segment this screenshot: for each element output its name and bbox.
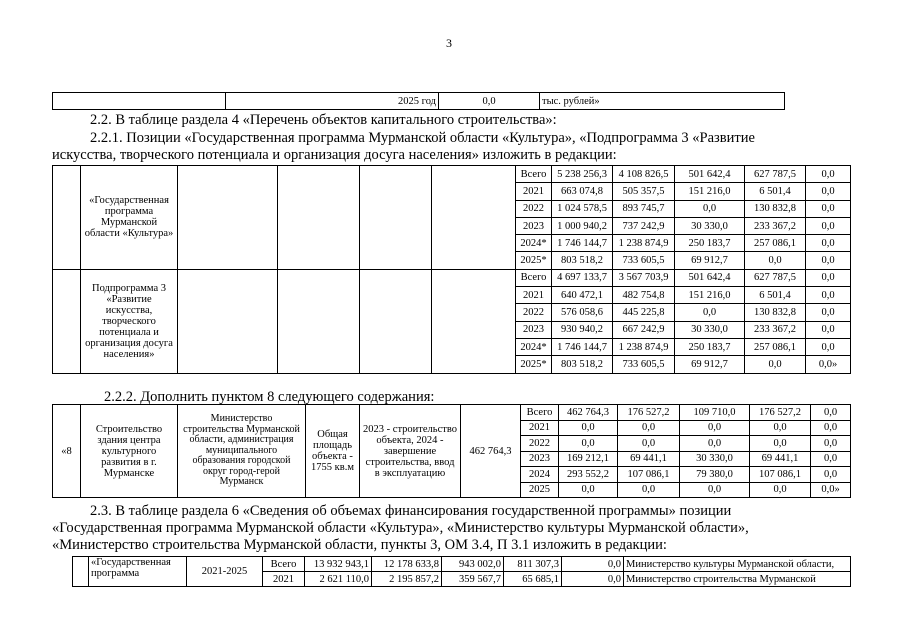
- capital-objects-table: [52, 165, 851, 374]
- value-cell: 151 216,0: [675, 287, 745, 304]
- paragraph-2-2-2: 2.2.2. Дополнить пунктом 8 следующего содержания:: [104, 389, 435, 405]
- year-cell: 2023: [516, 217, 552, 234]
- year-cell: Всего: [263, 557, 305, 572]
- value-cell: 0,0: [811, 405, 851, 421]
- value-cell: 6 501,4: [745, 287, 806, 304]
- value-cell: 0,0: [618, 436, 680, 452]
- value-cell: 5 238 256,3: [552, 166, 613, 183]
- value-cell: 627 787,5: [745, 269, 806, 286]
- top-row-unit: тыс. рублей»: [540, 93, 785, 110]
- value-cell: 1 746 144,7: [552, 338, 613, 355]
- year-cell: 2021: [521, 420, 559, 436]
- table-row: [53, 269, 851, 286]
- year-cell: 2022: [516, 200, 552, 217]
- top-row-value: 0,0: [439, 93, 540, 110]
- value-cell: 0,0: [806, 217, 851, 234]
- value-cell: 69 912,7: [675, 252, 745, 269]
- value-cell: 663 074,8: [552, 183, 613, 200]
- top-row-year: 2025 год: [226, 93, 439, 110]
- value-cell: 176 527,2: [750, 405, 811, 421]
- value-cell: 69 912,7: [675, 356, 745, 373]
- value-cell: 501 642,4: [675, 166, 745, 183]
- value-cell: 0,0: [559, 482, 618, 498]
- value-cell: 130 832,8: [745, 304, 806, 321]
- value-cell: 13 932 943,1: [305, 557, 372, 572]
- value-cell: 0,0: [806, 287, 851, 304]
- value-cell: 0,0: [618, 420, 680, 436]
- year-cell: 2021: [516, 287, 552, 304]
- value-cell: 0,0: [811, 436, 851, 452]
- construction-period: 2023 - строительство объекта, 2024 - завершение строительства, ввод в эксплуатацию: [360, 405, 461, 498]
- executor-cell: Министерство строительства Мурманской: [624, 572, 851, 587]
- value-cell: 0,0: [750, 482, 811, 498]
- year-cell: 2023: [516, 321, 552, 338]
- page-number: 3: [446, 36, 452, 50]
- value-cell: 0,0: [680, 436, 750, 452]
- program-label: «Государственная программа: [89, 557, 187, 587]
- value-cell: 0,0: [562, 572, 624, 587]
- executor-cell: Министерство культуры Мурманской области,: [624, 557, 851, 572]
- value-cell: 1 238 874,9: [613, 338, 675, 355]
- value-cell: 250 183,7: [675, 235, 745, 252]
- top-row-table: [52, 92, 785, 110]
- value-cell: 0,0: [745, 356, 806, 373]
- value-cell: 0,0: [750, 420, 811, 436]
- value-cell: 0,0: [806, 338, 851, 355]
- value-cell: 893 745,7: [613, 200, 675, 217]
- value-cell: 0,0: [750, 436, 811, 452]
- value-cell: 69 441,1: [618, 451, 680, 467]
- year-cell: Всего: [521, 405, 559, 421]
- value-cell: 1 746 144,7: [552, 235, 613, 252]
- value-cell: 2 195 857,2: [372, 572, 442, 587]
- value-cell: 107 086,1: [750, 467, 811, 483]
- year-cell: 2024: [521, 467, 559, 483]
- program-period: 2021-2025: [187, 557, 263, 587]
- paragraph-2-2: 2.2. В таблице раздела 4 «Перечень объектов капитального строительства»:: [90, 112, 557, 128]
- value-cell: 733 605,5: [613, 252, 675, 269]
- value-cell: 0,0: [806, 321, 851, 338]
- object-cost: 462 764,3: [461, 405, 521, 498]
- year-cell: 2025: [521, 482, 559, 498]
- year-cell: 2025*: [516, 252, 552, 269]
- value-cell: 445 225,8: [613, 304, 675, 321]
- value-cell: 640 472,1: [552, 287, 613, 304]
- value-cell: 0,0: [745, 252, 806, 269]
- value-cell: 30 330,0: [675, 321, 745, 338]
- value-cell: 930 940,2: [552, 321, 613, 338]
- year-cell: 2021: [516, 183, 552, 200]
- value-cell: 0,0: [806, 200, 851, 217]
- value-cell: 169 212,1: [559, 451, 618, 467]
- value-cell: 4 697 133,7: [552, 269, 613, 286]
- value-cell: 1 024 578,5: [552, 200, 613, 217]
- value-cell: 0,0: [559, 436, 618, 452]
- value-cell: 0,0: [806, 269, 851, 286]
- value-cell: 943 002,0: [442, 557, 504, 572]
- value-cell: 803 518,2: [552, 252, 613, 269]
- value-cell: 811 307,3: [504, 557, 562, 572]
- value-cell: 109 710,0: [680, 405, 750, 421]
- year-cell: 2024*: [516, 235, 552, 252]
- value-cell: 1 238 874,9: [613, 235, 675, 252]
- item-8-table: [52, 404, 851, 498]
- value-cell: 0,0: [806, 304, 851, 321]
- value-cell: 0,0: [680, 482, 750, 498]
- value-cell: 6 501,4: [745, 183, 806, 200]
- value-cell: 79 380,0: [680, 467, 750, 483]
- value-cell: 0,0»: [806, 356, 851, 373]
- table-row: [73, 557, 851, 572]
- year-cell: 2023: [521, 451, 559, 467]
- value-cell: 0,0: [680, 420, 750, 436]
- value-cell: 0,0: [675, 200, 745, 217]
- year-cell: 2022: [521, 436, 559, 452]
- paragraph-2-3-line1: 2.3. В таблице раздела 6 «Сведения об объемах финансирования государственной программы» позиции: [90, 503, 732, 519]
- year-cell: 2025*: [516, 356, 552, 373]
- value-cell: 0,0: [811, 467, 851, 483]
- value-cell: 176 527,2: [618, 405, 680, 421]
- year-cell: 2024*: [516, 338, 552, 355]
- year-cell: 2021: [263, 572, 305, 587]
- paragraph-2-3-line2: «Государственная программа Мурманской области «Культура», «Министерство культуры Мурманской области»,: [52, 520, 749, 536]
- table-row: [53, 405, 851, 421]
- value-cell: 151 216,0: [675, 183, 745, 200]
- value-cell: 257 086,1: [745, 338, 806, 355]
- value-cell: 0,0: [806, 235, 851, 252]
- value-cell: 233 367,2: [745, 321, 806, 338]
- object-name: Строительство здания центра культурного развития в г. Мурманске: [81, 405, 178, 498]
- value-cell: 130 832,8: [745, 200, 806, 217]
- table1-label: «Государственная программа Мурманской области «Культура»: [81, 166, 178, 270]
- financing-table: [72, 556, 851, 587]
- table2-label: Подпрограмма 3 «Развитие искусства, творческого потенциала и организация досуга населения»: [81, 269, 178, 373]
- value-cell: 3 567 703,9: [613, 269, 675, 286]
- value-cell: 30 330,0: [680, 451, 750, 467]
- paragraph-2-2-1-line1: 2.2.1. Позиции «Государственная программа Мурманской области «Культура», «Подпрограмма 3 «Развитие: [90, 130, 755, 146]
- item-number: «8: [53, 405, 81, 498]
- value-cell: 2 621 110,0: [305, 572, 372, 587]
- value-cell: 107 086,1: [618, 467, 680, 483]
- value-cell: 627 787,5: [745, 166, 806, 183]
- value-cell: 4 108 826,5: [613, 166, 675, 183]
- value-cell: 69 441,1: [750, 451, 811, 467]
- value-cell: 30 330,0: [675, 217, 745, 234]
- paragraph-2-2-1-line2: искусства, творческого потенциала и организация досуга населения» изложить в редакции:: [52, 147, 617, 163]
- value-cell: 501 642,4: [675, 269, 745, 286]
- object-capacity: Общая площадь объекта - 1755 кв.м: [306, 405, 360, 498]
- value-cell: 250 183,7: [675, 338, 745, 355]
- year-cell: 2022: [516, 304, 552, 321]
- value-cell: 482 754,8: [613, 287, 675, 304]
- value-cell: 576 058,6: [552, 304, 613, 321]
- value-cell: 0,0: [559, 420, 618, 436]
- value-cell: 505 357,5: [613, 183, 675, 200]
- value-cell: 65 685,1: [504, 572, 562, 587]
- value-cell: 667 242,9: [613, 321, 675, 338]
- year-cell: Всего: [516, 269, 552, 286]
- value-cell: 462 764,3: [559, 405, 618, 421]
- value-cell: 0,0: [806, 166, 851, 183]
- value-cell: 0,0: [806, 183, 851, 200]
- value-cell: 1 000 940,2: [552, 217, 613, 234]
- value-cell: 733 605,5: [613, 356, 675, 373]
- value-cell: 257 086,1: [745, 235, 806, 252]
- value-cell: 293 552,2: [559, 467, 618, 483]
- value-cell: 0,0»: [811, 482, 851, 498]
- value-cell: 233 367,2: [745, 217, 806, 234]
- value-cell: 0,0: [562, 557, 624, 572]
- value-cell: 0,0: [811, 420, 851, 436]
- value-cell: 0,0: [806, 252, 851, 269]
- value-cell: 803 518,2: [552, 356, 613, 373]
- value-cell: 0,0: [675, 304, 745, 321]
- customer-name: Министерство строительства Мурманской области, администрация муниципального образования городской округ город-герой Мурманск: [178, 405, 306, 498]
- value-cell: 359 567,7: [442, 572, 504, 587]
- value-cell: 0,0: [618, 482, 680, 498]
- value-cell: 0,0: [811, 451, 851, 467]
- year-cell: Всего: [516, 166, 552, 183]
- paragraph-2-3-line3: «Министерство строительства Мурманской области, пункты 3, ОМ 3.4, П 3.1 изложить в редакции:: [52, 537, 667, 553]
- value-cell: 12 178 633,8: [372, 557, 442, 572]
- value-cell: 737 242,9: [613, 217, 675, 234]
- table-row: [53, 166, 851, 183]
